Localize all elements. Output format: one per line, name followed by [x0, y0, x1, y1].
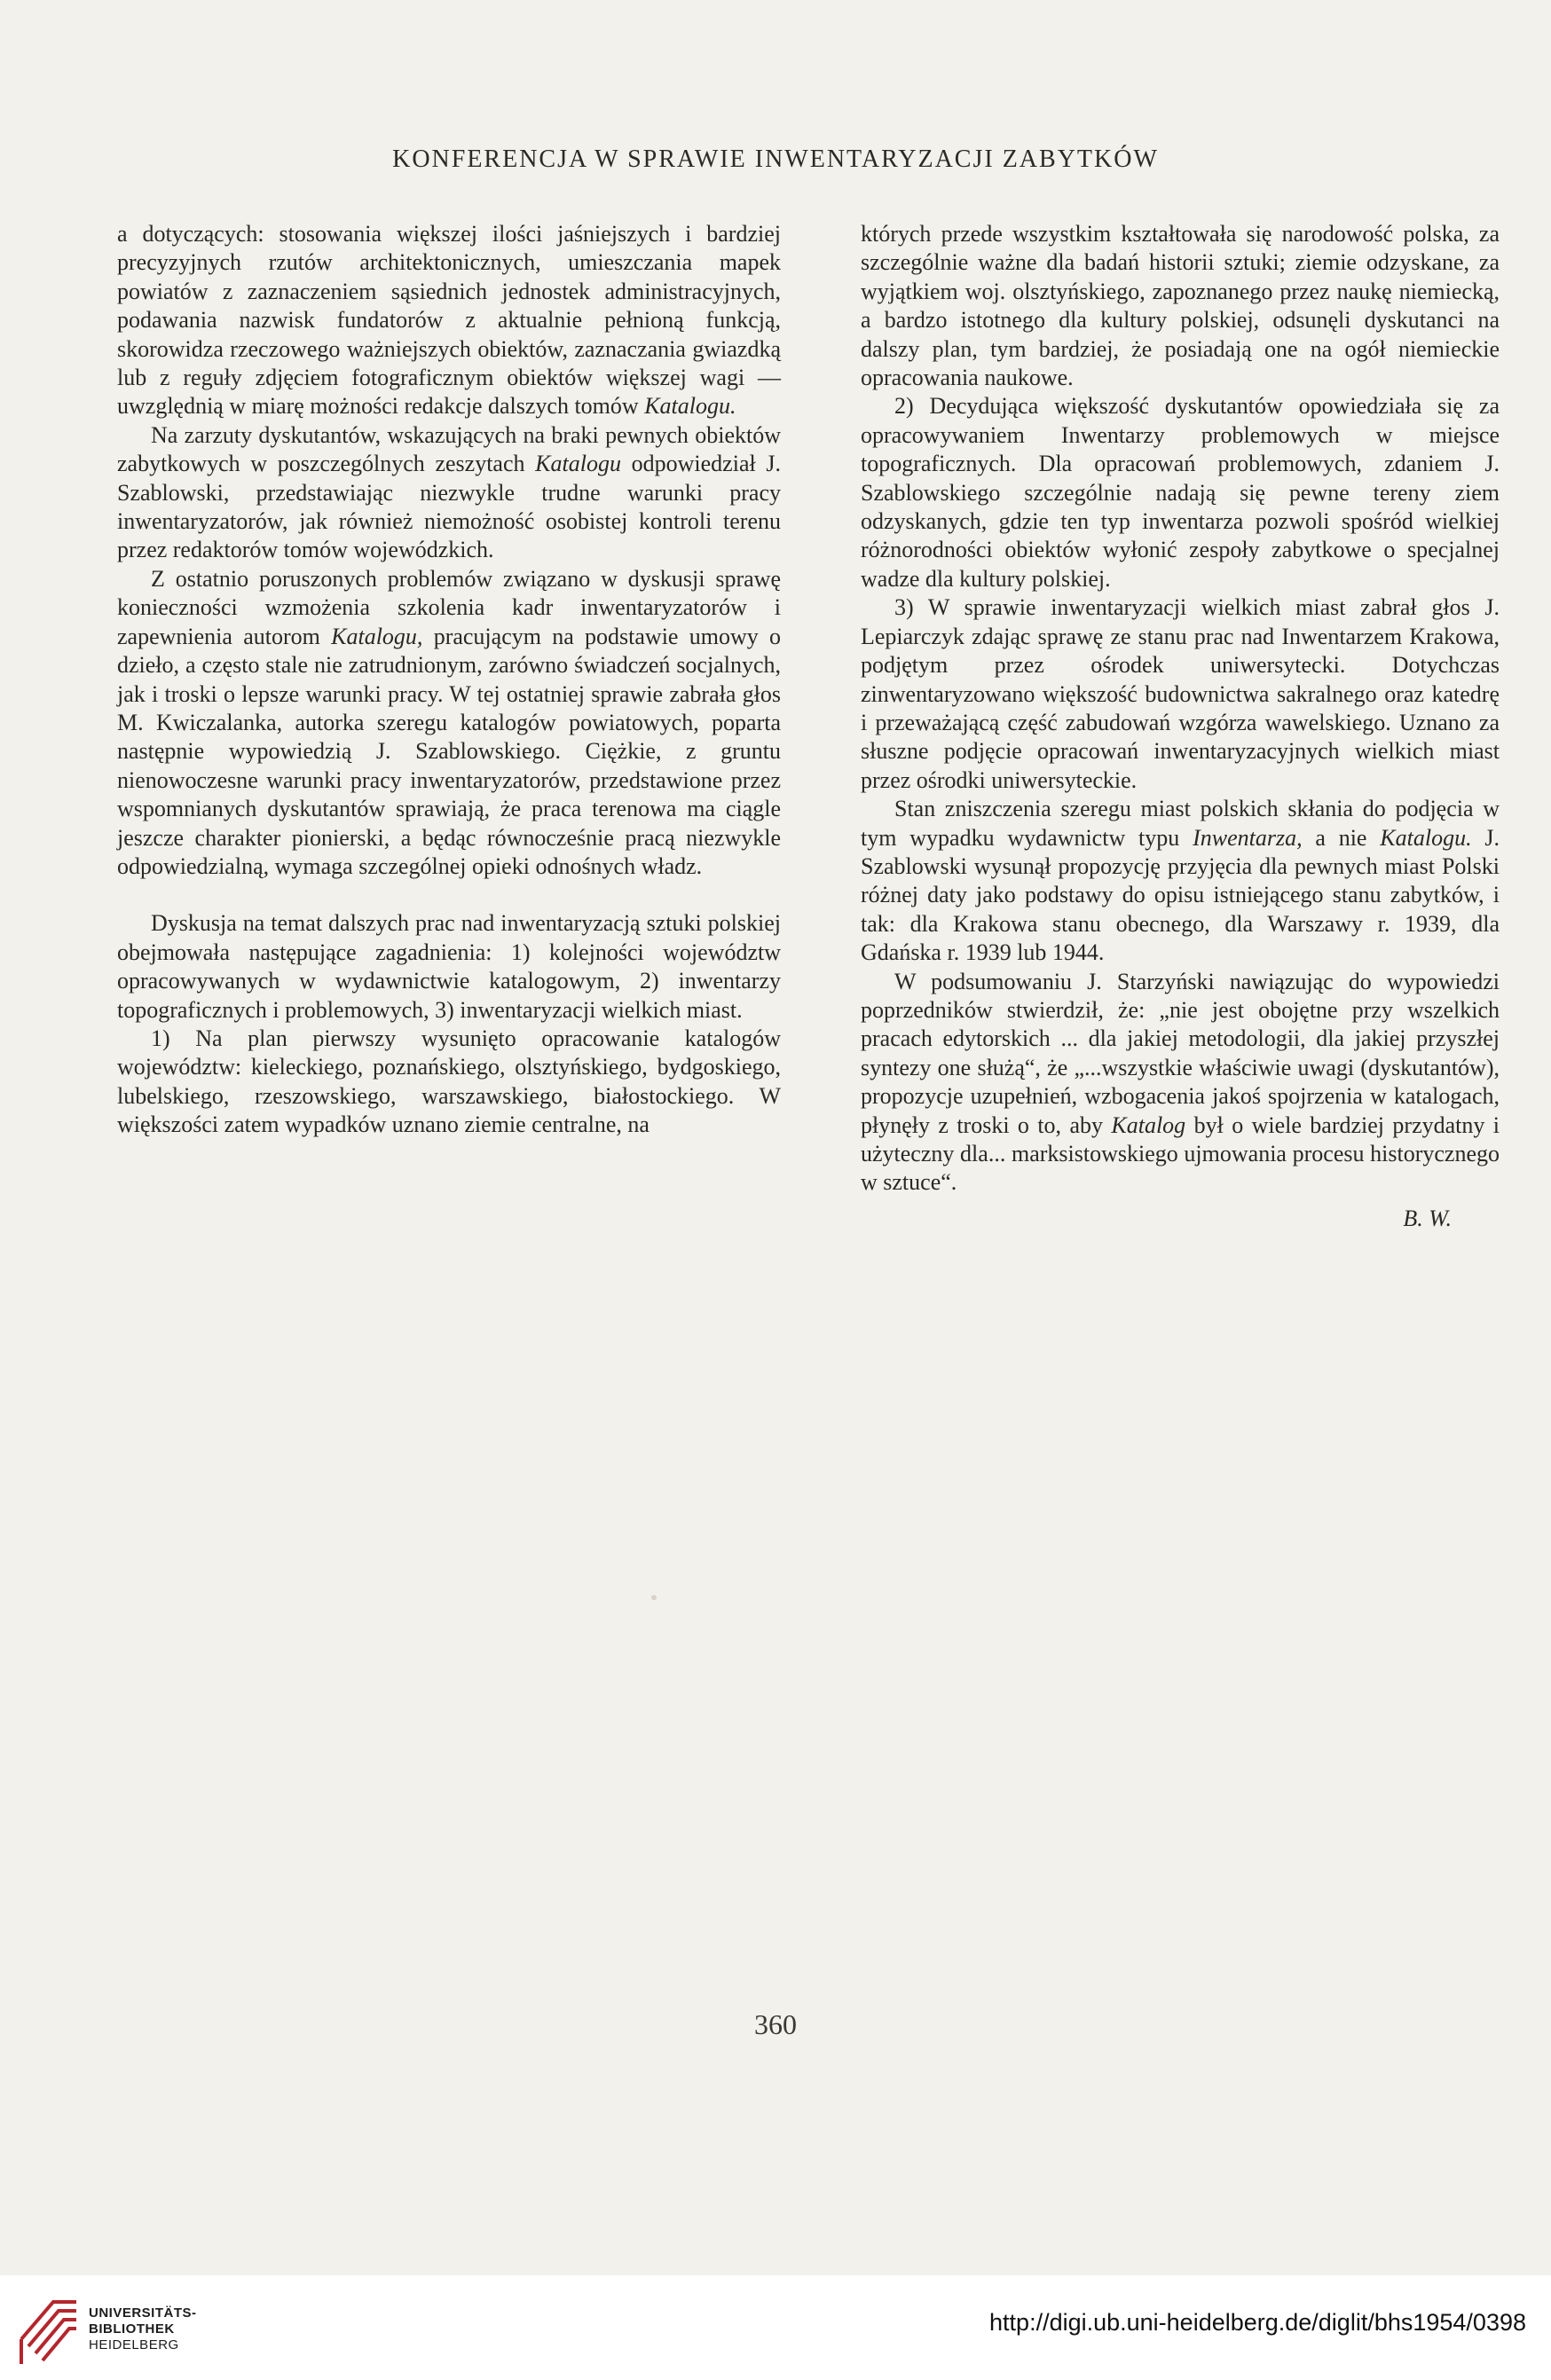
left-paragraph-4: Dyskusja na temat dalszych prac nad inwentaryzacją sztuki polskiej obejmowała następujące zagadnienia: 1) kolejności województw opracowywanych w wydawnictwie katalogowym, 2) inwentarzy topograficznych i problemowych, 3) inwentaryzacji wielkich miast.	[117, 910, 781, 1023]
right-paragraph-4: Stan zniszczenia szeregu miast polskich skłania do podjęcia w tym wypadku wydawnictw typu Inwentarza, a nie Katalogu. J. Szablowski wysunął propozycję przyjęcia dla pewnych miast Polski różnej daty jako podstawy do opisu istniejącego stanu zabytków, i tak: dla Krakowa stanu obecnego, dla Warszawy r. 1939, dla Gdańska r. 1939 lub 1944.	[861, 796, 1500, 966]
running-head: KONFERENCJA W SPRAWIE INWENTARYZACJI ZABYTKÓW	[392, 145, 1159, 173]
source-url-link[interactable]: http://digi.ub.uni-heidelberg.de/diglit/bhs1954/0398	[989, 2309, 1526, 2336]
library-name: UNIVERSITÄTS- BIBLIOTHEK HEIDELBERG	[89, 2305, 197, 2353]
left-paragraph-1: a dotyczących: stosowania większej ilości jaśniejszych i bardziej precyzyjnych rzutów architektonicznych, umieszczania mapek powiatów z zaznaczeniem sąsiednich jednostek administracyjnych, podawania nazwisk fundatorów z aktualnie pełnioną funkcją, skorowidza rzeczowego ważniejszych obiektów, zaznaczania gwiazdką lub z reguły zdjęciem fotograficznym obiektów większej wagi — uwzględnią w miarę możności redakcje dalszych tomów Katalogu.	[117, 221, 781, 420]
paper-speck	[651, 1595, 657, 1600]
signature: B. W.	[1403, 1205, 1452, 1231]
right-column	[861, 220, 1500, 1233]
library-logo-icon	[12, 2286, 83, 2369]
right-paragraph-1: których przede wszystkim kształtowała się narodowość polska, za szczególnie ważne dla badań historii sztuki; ziemie odzyskane, za wyjątkiem woj. olsztyńskiego, zapoznanego przez naukę niemiecką, a bardzo istotnego dla kultury polskiej, odsunęli dyskutanci na dalszy plan, tym bardziej, że posiadają one na ogół niemieckie opracowania naukowe.	[861, 221, 1500, 391]
left-paragraph-5: 1) Na plan pierwszy wysunięto opracowanie katalogów województw: kieleckiego, poznańskiego, olsztyńskiego, bydgoskiego, lubelskiego, rzeszowskiego, warszawskiego, białostockiego. W większości zatem wypadków uznano ziemie centralne, na	[117, 1025, 781, 1138]
digitization-footer	[0, 2275, 1551, 2380]
right-paragraph-3: 3) W sprawie inwentaryzacji wielkich miast zabrał głos J. Lepiarczyk zdając sprawę ze stanu prac nad Inwentarzem Krakowa, podjętym przez ośrodek uniwersytecki. Dotychczas zinwentaryzowano większość budownictwa sakralnego oraz katedrę i przeważającą część zabudowań wzgórza wawelskiego. Uznano za słuszne podjęcie opracowań inwentaryzacyjnych wielkich miast przez ośrodki uniwersyteckie.	[861, 594, 1500, 793]
page-number: 360	[754, 2008, 797, 2040]
left-paragraph-3: Z ostatnio poruszonych problemów związano w dyskusji sprawę konieczności wzmożenia szkolenia kadr inwentaryzatorów i zapewnienia autorom Katalogu, pracującym na podstawie umowy o dzieło, a często stale nie zatrudnionym, zarówno świadczeń socjalnych, jak i troski o lepsze warunki pracy. W tej ostatniej sprawie zabrała głos M. Kwiczalanka, autorka szeregu katalogów powiatowych, poparta następnie wypowiedzią J. Szablowskiego. Ciężkie, z gruntu nienowoczesne warunki pracy inwentaryzatorów, przedstawione przez wspomnianych dyskutantów sprawiają, że praca terenowa ma ciągle jeszcze charakter pionierski, a będąc równocześnie pracą niezwykle odpowiedzialną, wymaga szczególnej opieki odnośnych władz.	[117, 565, 781, 879]
right-paragraph-5: W podsumowaniu J. Starzyński nawiązując do wypowiedzi poprzedników stwierdził, że: „nie jest obojętne przy wszelkich pracach edytorskich ... dla jakiej metodologii, dla jakiej przyszłej syntezy one służą“, że „...wszystkie właściwie uwagi (dyskutantów), propozycje uzupełnień, wzbogacenia jakoś spojrzenia w katalogach, płynęły z troski o to, aby Katalog był o wiele bardziej przydatny i użyteczny dla... marksistowskiego ujmowania procesu historycznego w sztuce“.	[861, 968, 1500, 1196]
right-paragraph-2: 2) Decydująca większość dyskutantów opowiedziała się za opracowywaniem Inwentarzy problemowych w miejsce topograficznych. Dla opracowań problemowych, zdaniem J. Szablowskiego szczególnie nadają się pewne tereny ziem odzyskanych, gdzie ten typ inwentarza pozwoli spośród wielkiej różnorodności obiektów wyłonić zespoły zabytkowe o specjalnej wadze dla kultury polskiej.	[861, 393, 1500, 592]
left-paragraph-2: Na zarzuty dyskutantów, wskazujących na braki pewnych obiektów zabytkowych w poszczególnych zeszytach Katalogu odpowiedział J. Szablowski, przedstawiając niezwykle trudne warunki pracy inwentaryzatorów, jak również niemożność osobistej kontroli terenu przez redaktorów tomów wojewódzkich.	[117, 421, 781, 563]
left-column	[117, 220, 781, 1140]
